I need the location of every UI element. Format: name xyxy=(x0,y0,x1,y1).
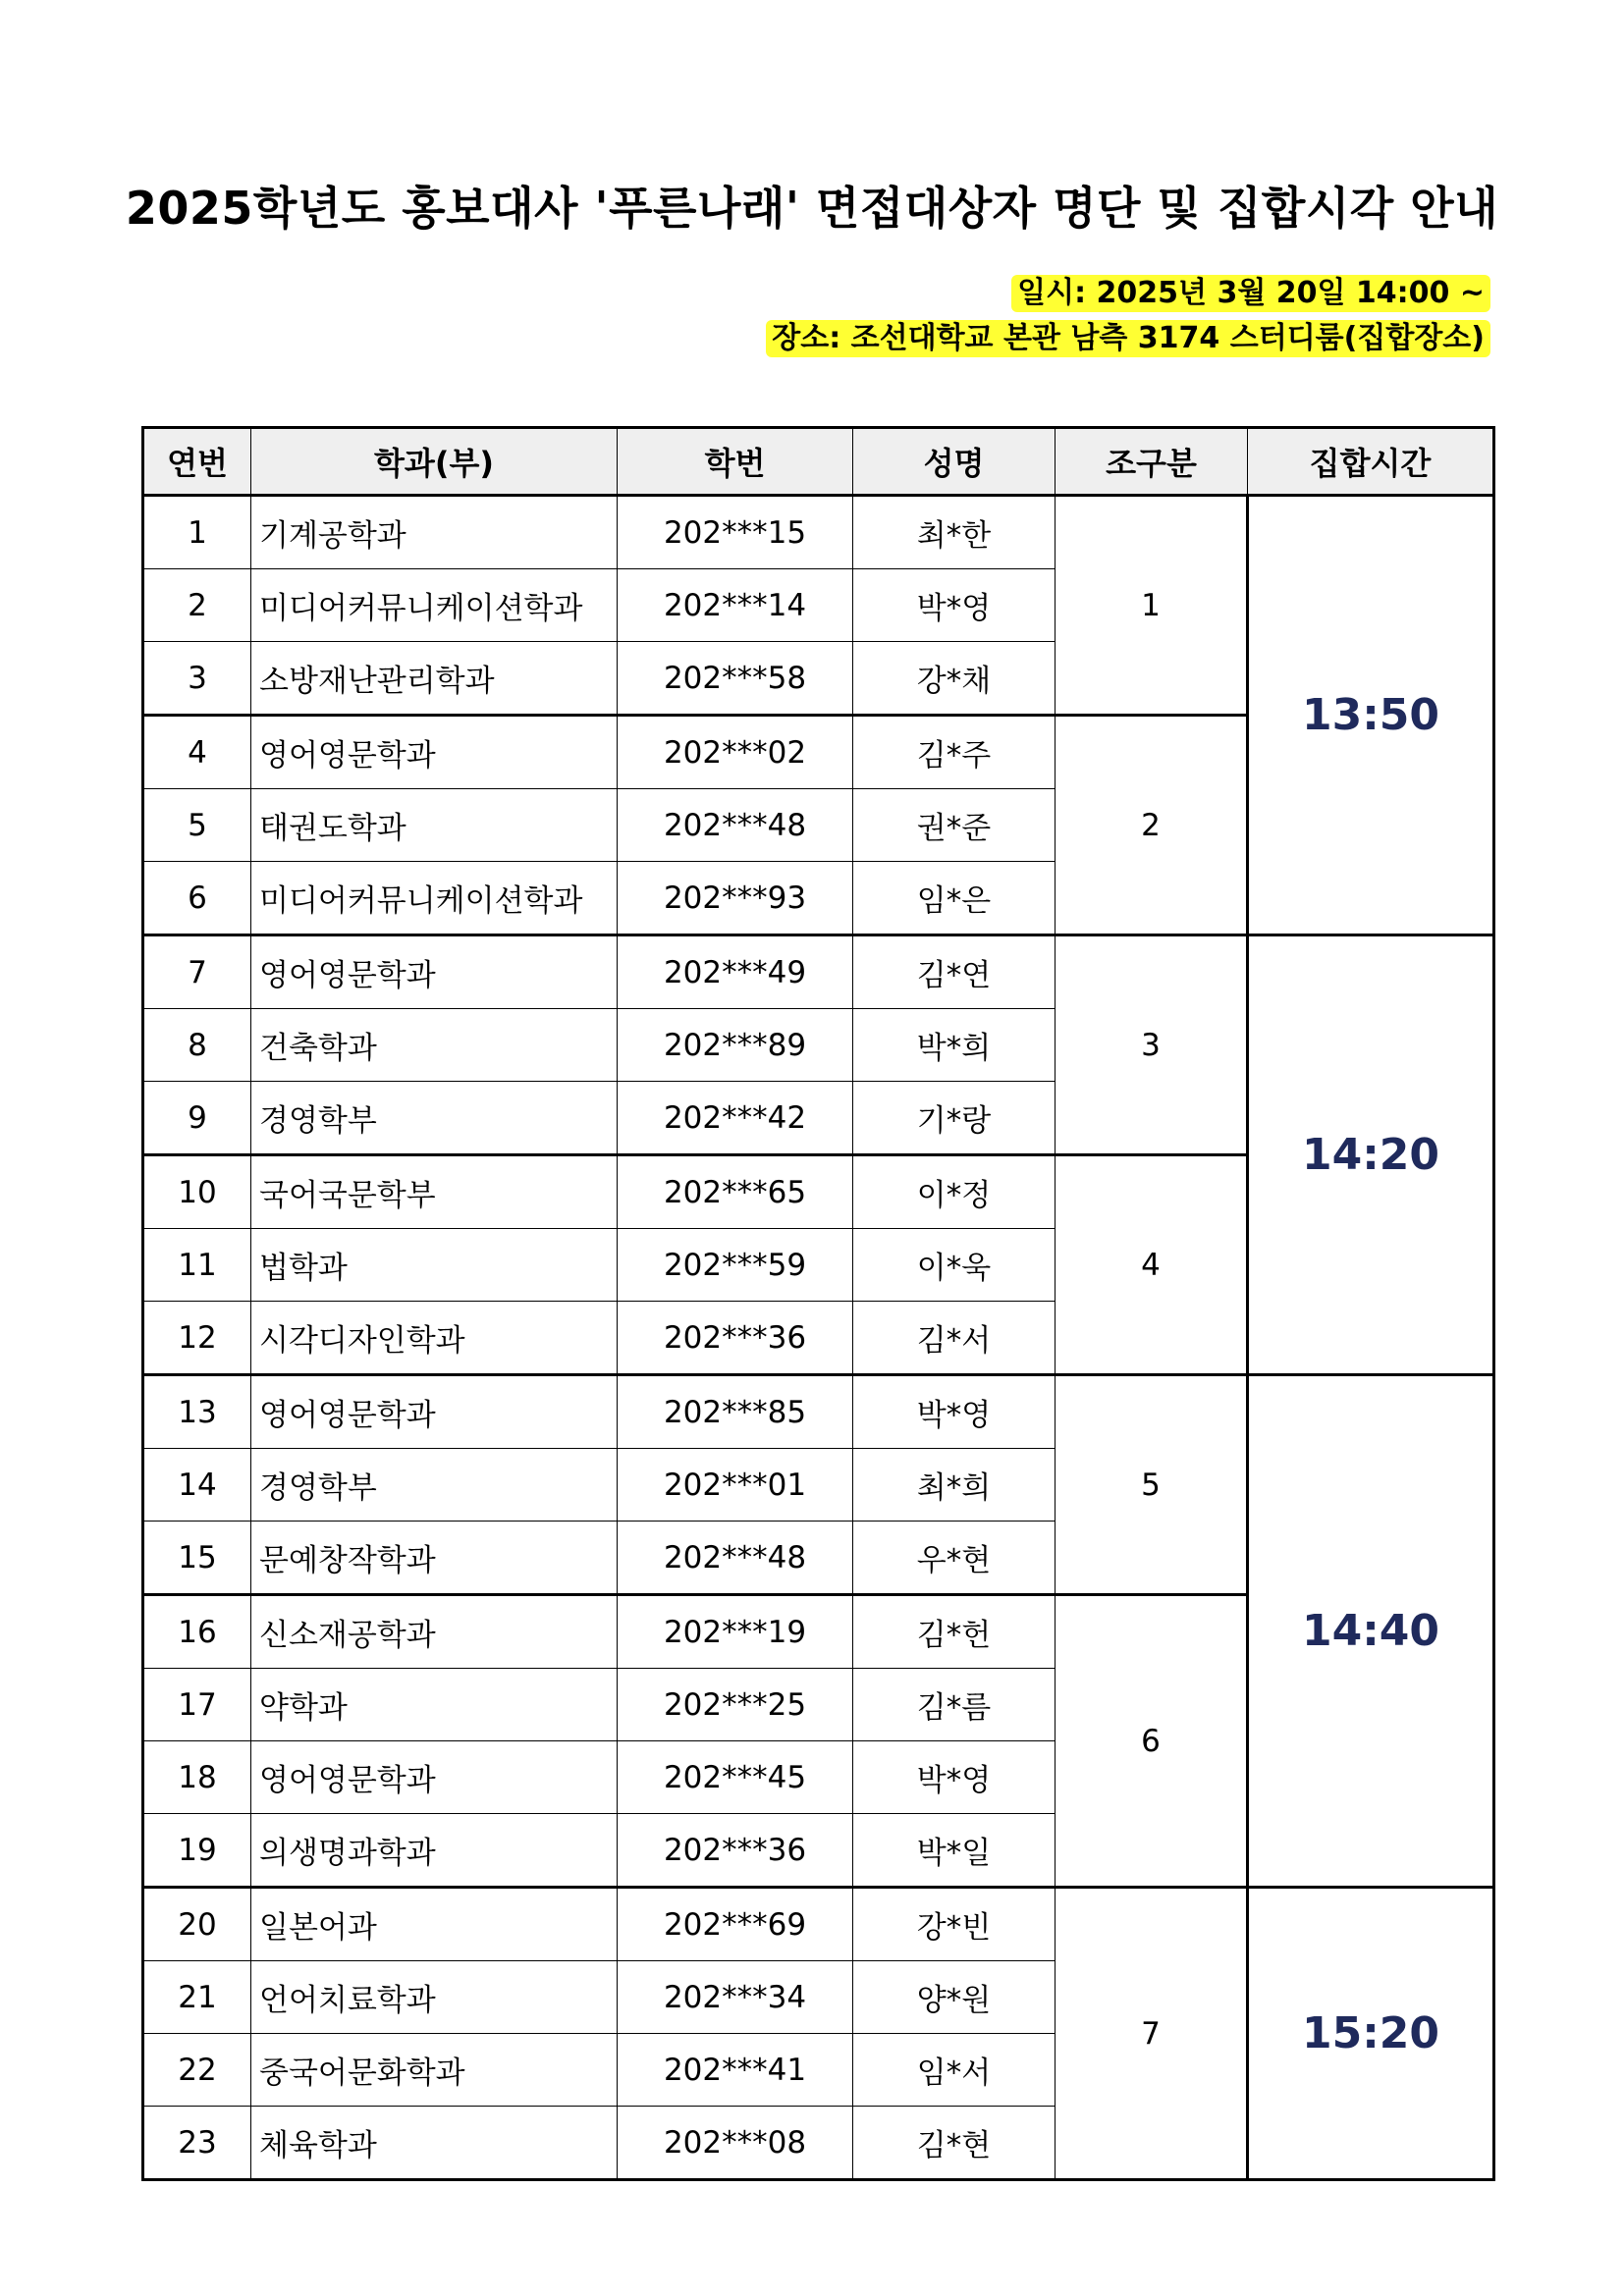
header-dept: 학과(부) xyxy=(251,428,618,496)
row-dept: 소방재난관리학과 xyxy=(251,642,618,716)
row-student-id: 202***25 xyxy=(618,1669,853,1741)
row-student-id: 202***93 xyxy=(618,862,853,935)
row-no: 2 xyxy=(143,569,251,642)
row-no: 15 xyxy=(143,1522,251,1595)
row-name: 김*연 xyxy=(853,935,1056,1009)
team-cell: 1 xyxy=(1056,496,1248,716)
row-student-id: 202***89 xyxy=(618,1009,853,1082)
row-name: 이*욱 xyxy=(853,1229,1056,1302)
row-no: 23 xyxy=(143,2107,251,2180)
row-dept: 일본어과 xyxy=(251,1888,618,1961)
team-cell: 3 xyxy=(1056,935,1248,1155)
row-student-id: 202***15 xyxy=(618,496,853,569)
header-row xyxy=(143,428,1494,496)
row-name: 권*준 xyxy=(853,789,1056,862)
row-student-id: 202***49 xyxy=(618,935,853,1009)
row-student-id: 202***08 xyxy=(618,2107,853,2180)
row-no: 6 xyxy=(143,862,251,935)
team-cell: 2 xyxy=(1056,716,1248,935)
team-cell: 4 xyxy=(1056,1155,1248,1375)
row-name: 김*름 xyxy=(853,1669,1056,1741)
row-dept: 영어영문학과 xyxy=(251,716,618,789)
table-row xyxy=(143,1888,1494,1961)
row-name: 기*랑 xyxy=(853,1082,1056,1155)
row-student-id: 202***36 xyxy=(618,1302,853,1375)
header-no: 연번 xyxy=(143,428,251,496)
row-dept: 언어치료학과 xyxy=(251,1961,618,2034)
row-name: 최*희 xyxy=(853,1449,1056,1522)
row-no: 21 xyxy=(143,1961,251,2034)
row-student-id: 202***42 xyxy=(618,1082,853,1155)
row-student-id: 202***48 xyxy=(618,1522,853,1595)
row-name: 강*채 xyxy=(853,642,1056,716)
row-dept: 체육학과 xyxy=(251,2107,618,2180)
row-student-id: 202***36 xyxy=(618,1814,853,1888)
row-dept: 의생명과학과 xyxy=(251,1814,618,1888)
assembly-time-cell: 13:50 xyxy=(1248,496,1494,935)
row-no: 13 xyxy=(143,1375,251,1449)
row-dept: 신소재공학과 xyxy=(251,1595,618,1669)
row-dept: 기계공학과 xyxy=(251,496,618,569)
row-dept: 미디어커뮤니케이션학과 xyxy=(251,862,618,935)
team-cell: 5 xyxy=(1056,1375,1248,1595)
row-no: 4 xyxy=(143,716,251,789)
row-name: 최*한 xyxy=(853,496,1056,569)
row-name: 김*헌 xyxy=(853,1595,1056,1669)
row-student-id: 202***59 xyxy=(618,1229,853,1302)
row-dept: 태권도학과 xyxy=(251,789,618,862)
row-name: 임*서 xyxy=(853,2034,1056,2107)
row-dept: 약학과 xyxy=(251,1669,618,1741)
row-no: 14 xyxy=(143,1449,251,1522)
row-student-id: 202***34 xyxy=(618,1961,853,2034)
table-row xyxy=(143,1375,1494,1449)
table-row xyxy=(143,935,1494,1009)
place-line: 장소: 조선대학교 본관 남측 3174 스터디룸(집합장소) xyxy=(766,320,1490,357)
row-no: 7 xyxy=(143,935,251,1009)
row-no: 19 xyxy=(143,1814,251,1888)
row-dept: 시각디자인학과 xyxy=(251,1302,618,1375)
row-student-id: 202***19 xyxy=(618,1595,853,1669)
row-no: 9 xyxy=(143,1082,251,1155)
row-student-id: 202***14 xyxy=(618,569,853,642)
row-dept: 미디어커뮤니케이션학과 xyxy=(251,569,618,642)
table-row xyxy=(143,496,1494,569)
row-name: 박*희 xyxy=(853,1009,1056,1082)
row-no: 5 xyxy=(143,789,251,862)
row-name: 김*서 xyxy=(853,1302,1056,1375)
row-no: 10 xyxy=(143,1155,251,1229)
row-no: 16 xyxy=(143,1595,251,1669)
assembly-time-cell: 15:20 xyxy=(1248,1888,1494,2180)
row-no: 20 xyxy=(143,1888,251,1961)
row-no: 11 xyxy=(143,1229,251,1302)
row-dept: 국어국문학부 xyxy=(251,1155,618,1229)
header-time: 집합시간 xyxy=(1248,428,1494,496)
assembly-time-cell: 14:20 xyxy=(1248,935,1494,1375)
row-name: 이*정 xyxy=(853,1155,1056,1229)
row-name: 강*빈 xyxy=(853,1888,1056,1961)
header-student-id: 학번 xyxy=(618,428,853,496)
row-name: 김*현 xyxy=(853,2107,1056,2180)
row-no: 1 xyxy=(143,496,251,569)
row-student-id: 202***69 xyxy=(618,1888,853,1961)
row-no: 8 xyxy=(143,1009,251,1082)
assembly-time-cell: 14:40 xyxy=(1248,1375,1494,1888)
row-name: 박*영 xyxy=(853,1741,1056,1814)
row-dept: 경영학부 xyxy=(251,1449,618,1522)
row-dept: 영어영문학과 xyxy=(251,1375,618,1449)
row-name: 양*원 xyxy=(853,1961,1056,2034)
header-name: 성명 xyxy=(853,428,1056,496)
row-no: 12 xyxy=(143,1302,251,1375)
row-student-id: 202***58 xyxy=(618,642,853,716)
row-student-id: 202***41 xyxy=(618,2034,853,2107)
row-dept: 영어영문학과 xyxy=(251,1741,618,1814)
row-no: 3 xyxy=(143,642,251,716)
page-title: 2025학년도 홍보대사 '푸른나래' 면접대상자 명단 및 집합시각 안내 xyxy=(125,182,1499,235)
row-dept: 영어영문학과 xyxy=(251,935,618,1009)
team-cell: 6 xyxy=(1056,1595,1248,1888)
row-student-id: 202***01 xyxy=(618,1449,853,1522)
team-cell: 7 xyxy=(1056,1888,1248,2180)
row-dept: 문예창작학과 xyxy=(251,1522,618,1595)
row-dept: 중국어문화학과 xyxy=(251,2034,618,2107)
row-name: 김*주 xyxy=(853,716,1056,789)
row-student-id: 202***48 xyxy=(618,789,853,862)
row-name: 우*현 xyxy=(853,1522,1056,1595)
row-dept: 법학과 xyxy=(251,1229,618,1302)
row-no: 18 xyxy=(143,1741,251,1814)
row-dept: 경영학부 xyxy=(251,1082,618,1155)
row-student-id: 202***65 xyxy=(618,1155,853,1229)
date-line: 일시: 2025년 3월 20일 14:00 ~ xyxy=(1011,275,1490,312)
row-student-id: 202***85 xyxy=(618,1375,853,1449)
row-name: 박*영 xyxy=(853,1375,1056,1449)
row-name: 박*영 xyxy=(853,569,1056,642)
row-dept: 건축학과 xyxy=(251,1009,618,1082)
header-team: 조구분 xyxy=(1056,428,1248,496)
row-no: 17 xyxy=(143,1669,251,1741)
row-student-id: 202***45 xyxy=(618,1741,853,1814)
roster-table xyxy=(141,426,1495,2181)
row-no: 22 xyxy=(143,2034,251,2107)
row-name: 박*일 xyxy=(853,1814,1056,1888)
row-student-id: 202***02 xyxy=(618,716,853,789)
row-name: 임*은 xyxy=(853,862,1056,935)
